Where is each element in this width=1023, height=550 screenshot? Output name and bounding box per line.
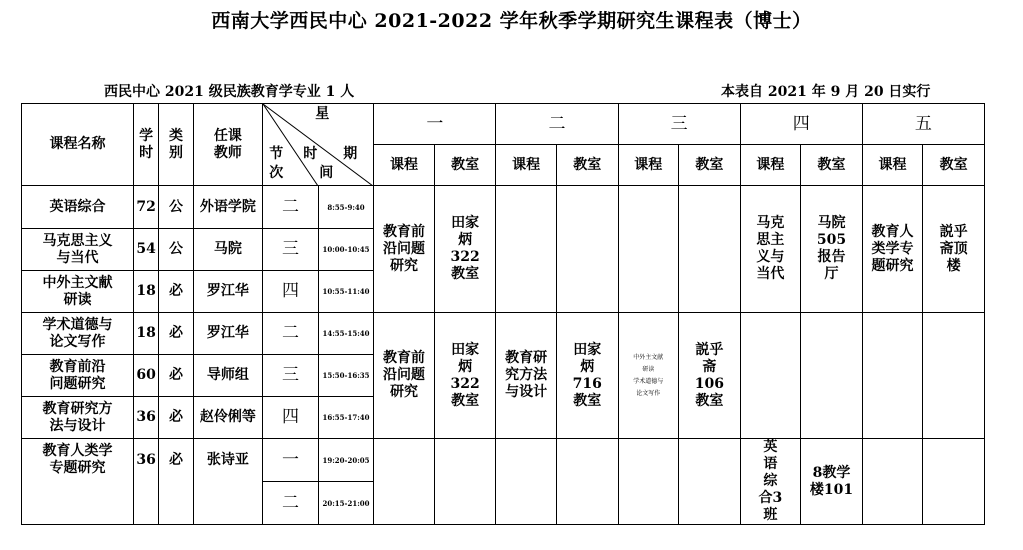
fri-evening-course	[862, 439, 923, 525]
tue-morning-room	[556, 186, 618, 313]
slot-time: 16:55-17:40	[318, 397, 374, 439]
slot-section: 二	[263, 313, 319, 355]
sub-room: 教室	[556, 145, 618, 186]
course-category: 必	[159, 355, 193, 397]
tue-evening-room	[556, 439, 618, 525]
day-tuesday: 二	[496, 104, 618, 145]
tue-afternoon-room: 田家炳716教室	[556, 313, 618, 439]
wed-course-line: 学术道德与	[633, 377, 664, 385]
header-category: 类别	[159, 104, 193, 186]
day-friday: 五	[862, 104, 984, 145]
day-wednesday: 三	[618, 104, 740, 145]
course-hours: 18	[134, 313, 159, 355]
day-thursday: 四	[740, 104, 862, 145]
sub-room: 教室	[923, 145, 985, 186]
header-ci: 次	[269, 165, 284, 181]
thu-evening-room: 8教学楼101	[801, 439, 863, 525]
course-teacher: 导师组	[193, 355, 263, 397]
course-name: 教育研究方法与设计	[22, 397, 134, 439]
sub-room: 教室	[434, 145, 496, 186]
slot-section: 一	[263, 439, 319, 482]
course-category: 必	[159, 397, 193, 439]
course-name: 教育前沿问题研究	[22, 355, 134, 397]
course-name: 教育人类学专题研究	[22, 439, 134, 525]
wed-afternoon-room: 説乎斋106教室	[679, 313, 741, 439]
wed-evening-course	[618, 439, 679, 525]
course-hours: 36	[134, 397, 159, 439]
wed-course-line: 论文写作	[636, 389, 661, 397]
sub-course: 课程	[618, 145, 679, 186]
program-info: 西民中心 2021 级民族教育学专业 1 人	[104, 84, 355, 100]
course-teacher: 外语学院	[193, 186, 263, 229]
slot-section: 三	[263, 229, 319, 271]
sub-course: 课程	[496, 145, 557, 186]
fri-evening-room	[923, 439, 985, 525]
course-category: 公	[159, 229, 193, 271]
thu-afternoon-room	[801, 313, 863, 439]
slot-time: 10:55-11:40	[318, 271, 374, 313]
mon-morning-course: 教育前沿问题研究	[374, 186, 435, 313]
course-teacher: 罗江华	[193, 313, 263, 355]
slot-time: 14:55-15:40	[318, 313, 374, 355]
wed-course-line: 研读	[642, 365, 655, 373]
mon-evening-course	[374, 439, 435, 525]
slot-time: 8:55-9:40	[318, 186, 374, 229]
thu-afternoon-course	[740, 313, 801, 439]
course-teacher: 赵伶俐等	[193, 397, 263, 439]
mon-afternoon-course: 教育前沿问题研究	[374, 313, 435, 439]
tue-morning-course	[496, 186, 557, 313]
header-jian: 间	[319, 165, 334, 181]
mon-evening-room	[434, 439, 496, 525]
course-category: 必	[159, 313, 193, 355]
slot-section: 二	[263, 186, 319, 229]
slot-time: 20:15-21:00	[318, 482, 374, 525]
slot-section: 四	[263, 271, 319, 313]
course-hours: 60	[134, 355, 159, 397]
header-teacher: 任课教师	[193, 104, 263, 186]
thu-morning-course: 马克思主义与当代	[740, 186, 801, 313]
wed-evening-room	[679, 439, 741, 525]
thu-evening-course: 英语综合3班	[740, 439, 801, 525]
sub-room: 教室	[679, 145, 741, 186]
header-diagonal-cell	[263, 104, 374, 186]
header-shi: 时	[303, 146, 318, 162]
schedule-table	[21, 103, 985, 525]
header-course-name: 课程名称	[22, 104, 134, 186]
course-name: 马克思主义与当代	[22, 229, 134, 271]
wed-afternoon-course	[618, 313, 679, 439]
thu-morning-room: 马院505报告厅	[801, 186, 863, 313]
course-category: 必	[159, 271, 193, 313]
header-period: 期	[343, 146, 358, 162]
course-hours: 36	[134, 439, 159, 525]
effective-date: 本表自 2021 年 9 月 20 日实行	[721, 84, 931, 100]
slot-section: 二	[263, 482, 319, 525]
course-name: 中外主文献研读	[22, 271, 134, 313]
course-category: 必	[159, 439, 193, 525]
course-teacher: 罗江华	[193, 271, 263, 313]
header-hours: 学时	[134, 104, 159, 186]
course-teacher: 马院	[193, 229, 263, 271]
sub-room: 教室	[801, 145, 863, 186]
fri-morning-course: 教育人类学专题研究	[862, 186, 923, 313]
course-hours: 72	[134, 186, 159, 229]
course-name: 学术道德与论文写作	[22, 313, 134, 355]
mon-morning-room: 田家炳322教室	[434, 186, 496, 313]
wed-morning-course	[618, 186, 679, 313]
fri-afternoon-course	[862, 313, 923, 439]
sub-course: 课程	[740, 145, 801, 186]
fri-afternoon-room	[923, 313, 985, 439]
slot-time: 19:20-20:05	[318, 439, 374, 482]
page-title: 西南大学西民中心 2021-2022 学年秋季学期研究生课程表（博士）	[211, 10, 812, 32]
mon-afternoon-room: 田家炳322教室	[434, 313, 496, 439]
course-hours: 18	[134, 271, 159, 313]
wed-course-line: 中外主文献	[633, 353, 664, 361]
tue-evening-course	[496, 439, 557, 525]
slot-section: 三	[263, 355, 319, 397]
slot-time: 15:50-16:35	[318, 355, 374, 397]
slot-section: 四	[263, 397, 319, 439]
course-category: 公	[159, 186, 193, 229]
fri-morning-room: 説乎斋顶楼	[923, 186, 985, 313]
sub-course: 课程	[374, 145, 435, 186]
course-teacher: 张诗亚	[193, 439, 263, 525]
tue-afternoon-course: 教育研究方法与设计	[496, 313, 557, 439]
header-jie: 节	[269, 146, 284, 162]
course-hours: 54	[134, 229, 159, 271]
header-star: 星	[315, 106, 330, 122]
sub-course: 课程	[862, 145, 923, 186]
day-monday: 一	[374, 104, 496, 145]
course-name: 英语综合	[22, 186, 134, 229]
wed-morning-room	[679, 186, 741, 313]
slot-time: 10:00-10:45	[318, 229, 374, 271]
